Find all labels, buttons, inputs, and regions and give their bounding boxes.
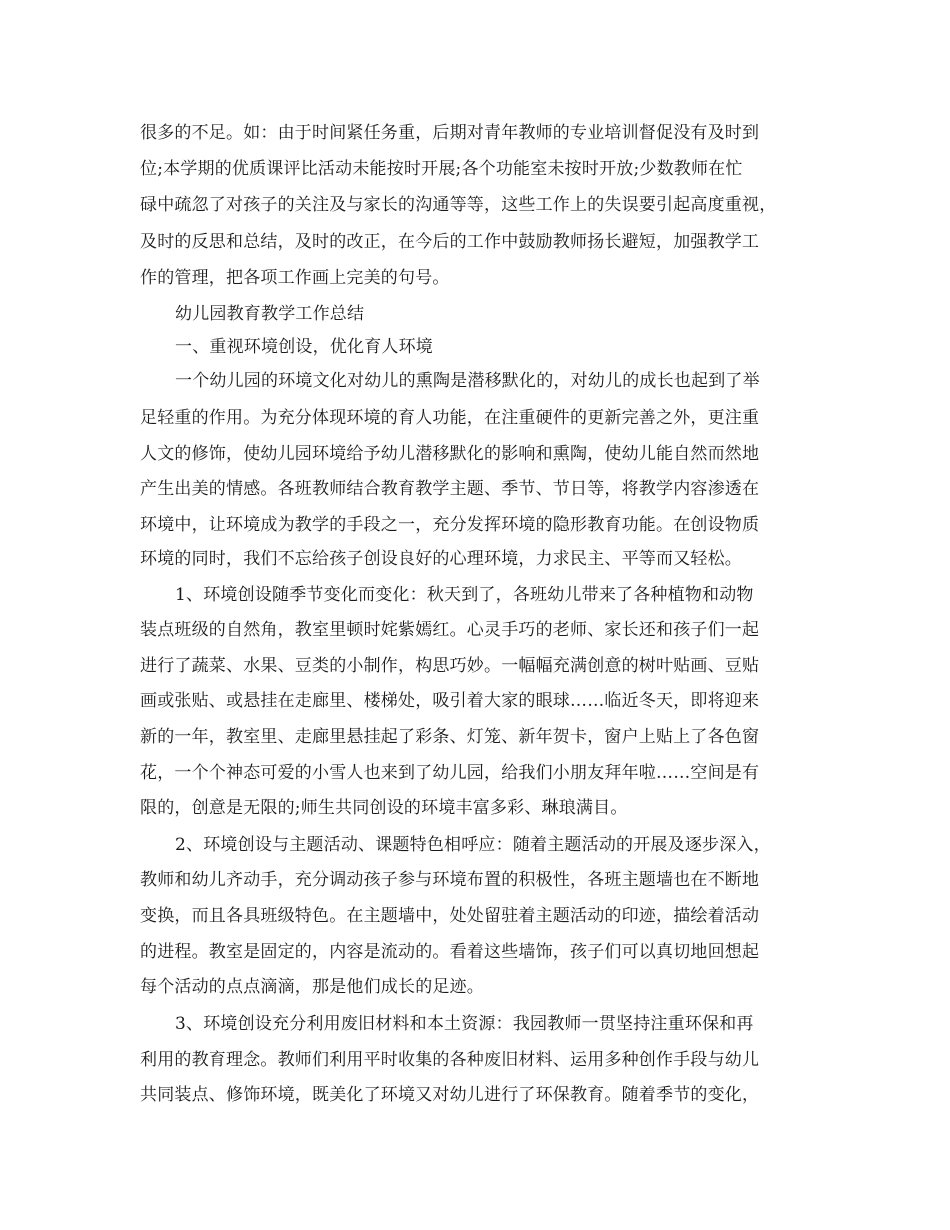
text-line: 的进程。教室是固定的，内容是流动的。看着这些墙饰，孩子们可以真切地回想起 — [140, 942, 760, 962]
text-line: 一个幼儿园的环境文化对幼儿的熏陶是潜移默化的，对幼儿的成长也起到了举 — [175, 371, 760, 391]
text-line: 足轻重的作用。为充分体现环境的育人功能，在注重硬件的更新完善之外，更注重 — [140, 408, 760, 428]
text-line: 新的一年，教室里、走廊里悬挂起了彩条、灯笼、新年贺卡，窗户上贴上了各色窗 — [140, 727, 760, 747]
text-line: 环境的同时，我们不忘给孩子创设良好的心理环境，力求民主、平等而又轻松。 — [140, 549, 742, 569]
text-line: 限的，创意是无限的;师生共同创设的环境丰富多彩、琳琅满目。 — [140, 798, 628, 818]
text-line: 很多的不足。如：由于时间紧任务重，后期对青年教师的专业培训督促没有及时到 — [140, 123, 760, 143]
text-line: 人文的修饰，使幼儿园环境给予幼儿潜移默化的影响和熏陶，使幼儿能自然而然地 — [140, 444, 760, 464]
text-line: 环境中，让环境成为教学的手段之一，充分发挥环境的隐形教育功能。在创设物质 — [140, 515, 760, 535]
text-line: 及时的反思和总结，及时的改正，在今后的工作中鼓励教师扬长避短，加强教学工 — [140, 232, 760, 252]
text-line: 教师和幼儿齐动手，充分调动孩子参与环境布置的积极性，各班主题墙也在不断地 — [140, 870, 760, 890]
section-title: 幼儿园教育教学工作总结 — [175, 304, 365, 324]
text-line: 1、环境创设随季节变化而变化：秋天到了，各班幼儿带来了各种植物和动物 — [175, 585, 754, 605]
text-line: 产生出美的情感。各班教师结合教育教学主题、季节、节日等，将教学内容渗透在 — [140, 479, 760, 499]
text-line: 装点班级的自然角，教室里顿时姹紫嫣红。心灵手巧的老师、家长还和孩子们一起 — [140, 620, 760, 640]
text-line: 花，一个个神态可爱的小雪人也来到了幼儿园，给我们小朋友拜年啦……空间是有 — [140, 763, 760, 783]
text-line: 变换，而且各具班级特色。在主题墙中，处处留驻着主题活动的印迹，描绘着活动 — [140, 906, 760, 926]
text-line: 3、环境创设充分利用废旧材料和本土资源：我园教师一贯坚持注重环保和再 — [175, 1014, 754, 1034]
text-line: 进行了蔬菜、水果、豆类的小制作，构思巧妙。一幅幅充满创意的树叶贴画、豆贴 — [140, 656, 760, 676]
text-line: 共同装点、修饰环境，既美化了环境又对幼儿进行了环保教育。随着季节的变化， — [140, 1085, 760, 1105]
text-line: 位;本学期的优质课评比活动未能按时开展;各个功能室未按时开放;少数教师在忙 — [140, 159, 743, 179]
text-line: 画或张贴、或悬挂在走廊里、楼梯处，吸引着大家的眼球……临近冬天，即将迎来 — [140, 691, 760, 711]
section-heading: 一、重视环境创设，优化育人环境 — [175, 337, 433, 357]
text-line: 碌中疏忽了对孩子的关注及与家长的沟通等等，这些工作上的失误要引起高度重视， — [140, 195, 777, 215]
text-line: 利用的教育理念。教师们利用平时收集的各种废旧材料、运用多种创作手段与幼儿 — [140, 1050, 760, 1070]
text-line: 每个活动的点点滴滴，那是他们成长的足迹。 — [140, 977, 484, 997]
text-line: 2、环境创设与主题活动、课题特色相呼应：随着主题活动的开展及逐步深入， — [175, 835, 771, 855]
text-line: 作的管理，把各项工作画上完美的句号。 — [140, 268, 450, 288]
